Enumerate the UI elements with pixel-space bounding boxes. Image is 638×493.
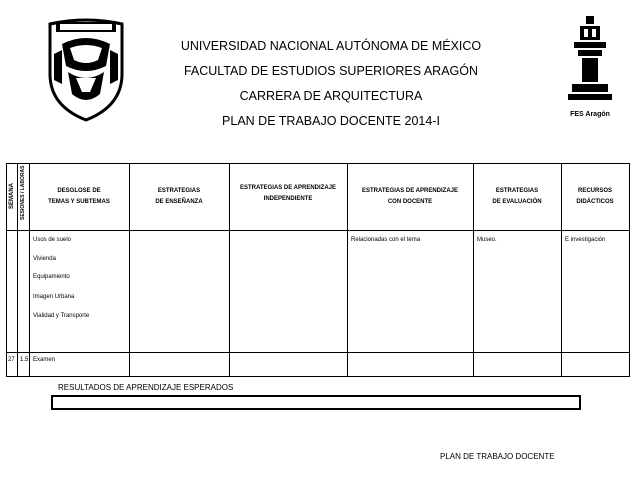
header-desglose: DESGLOSE DE TEMAS Y SUBTEMAS — [48, 188, 110, 205]
header-estrategias-ensenanza: ESTRATEGIAS DE ENSEÑANZA — [155, 188, 203, 205]
topic-item: Imagen Urbana — [33, 294, 75, 300]
topic-item: Usos de suelo — [33, 237, 72, 243]
university-name: UNIVERSIDAD NACIONAL AUTÓNOMA DE MÉXICO — [180, 39, 482, 53]
topic-item: Vialidad y Transporte — [33, 313, 90, 319]
header-estrategias-independiente: ESTRATEGIAS DE APRENDIZAJE INDEPENDIENTE — [239, 185, 336, 202]
footer-title: PLAN DE TRABAJO DOCENTE — [440, 452, 555, 461]
topic-item: Vivienda — [33, 256, 56, 262]
header-semana: SEMANA — [9, 182, 15, 209]
topic-item: Equipamiento — [33, 274, 70, 280]
work-plan-table — [6, 163, 630, 377]
faculty-name: FACULTAD DE ESTUDIOS SUPERIORES ARAGÓN — [183, 64, 479, 78]
header-recursos: RECURSOS DIDÁCTICOS — [576, 188, 614, 205]
header-sesiones: SESIONES / LABORAS — [20, 165, 26, 220]
header-estrategias-evaluacion: ESTRATEGIAS DE EVALUACIÓN — [492, 188, 542, 205]
evaluation-strategy: Museo. — [477, 237, 497, 243]
didactic-resources: E investigación — [565, 237, 606, 243]
plan-title: PLAN DE TRABAJO DOCENTE 2014-I — [222, 114, 440, 128]
exam-topic: Examen — [33, 357, 56, 363]
docente-strategy: Relacionadas con el tema — [351, 237, 421, 243]
fes-aragon-label: FES Aragón — [570, 111, 610, 118]
results-label: RESULTADOS DE APRENDIZAJE ESPERADOS — [58, 383, 234, 392]
header-estrategias-docente: ESTRATEGIAS DE APRENDIZAJE CON DOCENTE — [361, 188, 458, 205]
results-input[interactable] — [51, 395, 581, 410]
exam-sessions: 1.5 — [20, 357, 29, 363]
career-name: CARRERA DE ARQUITECTURA — [239, 89, 423, 103]
exam-week: 27 — [8, 357, 15, 363]
